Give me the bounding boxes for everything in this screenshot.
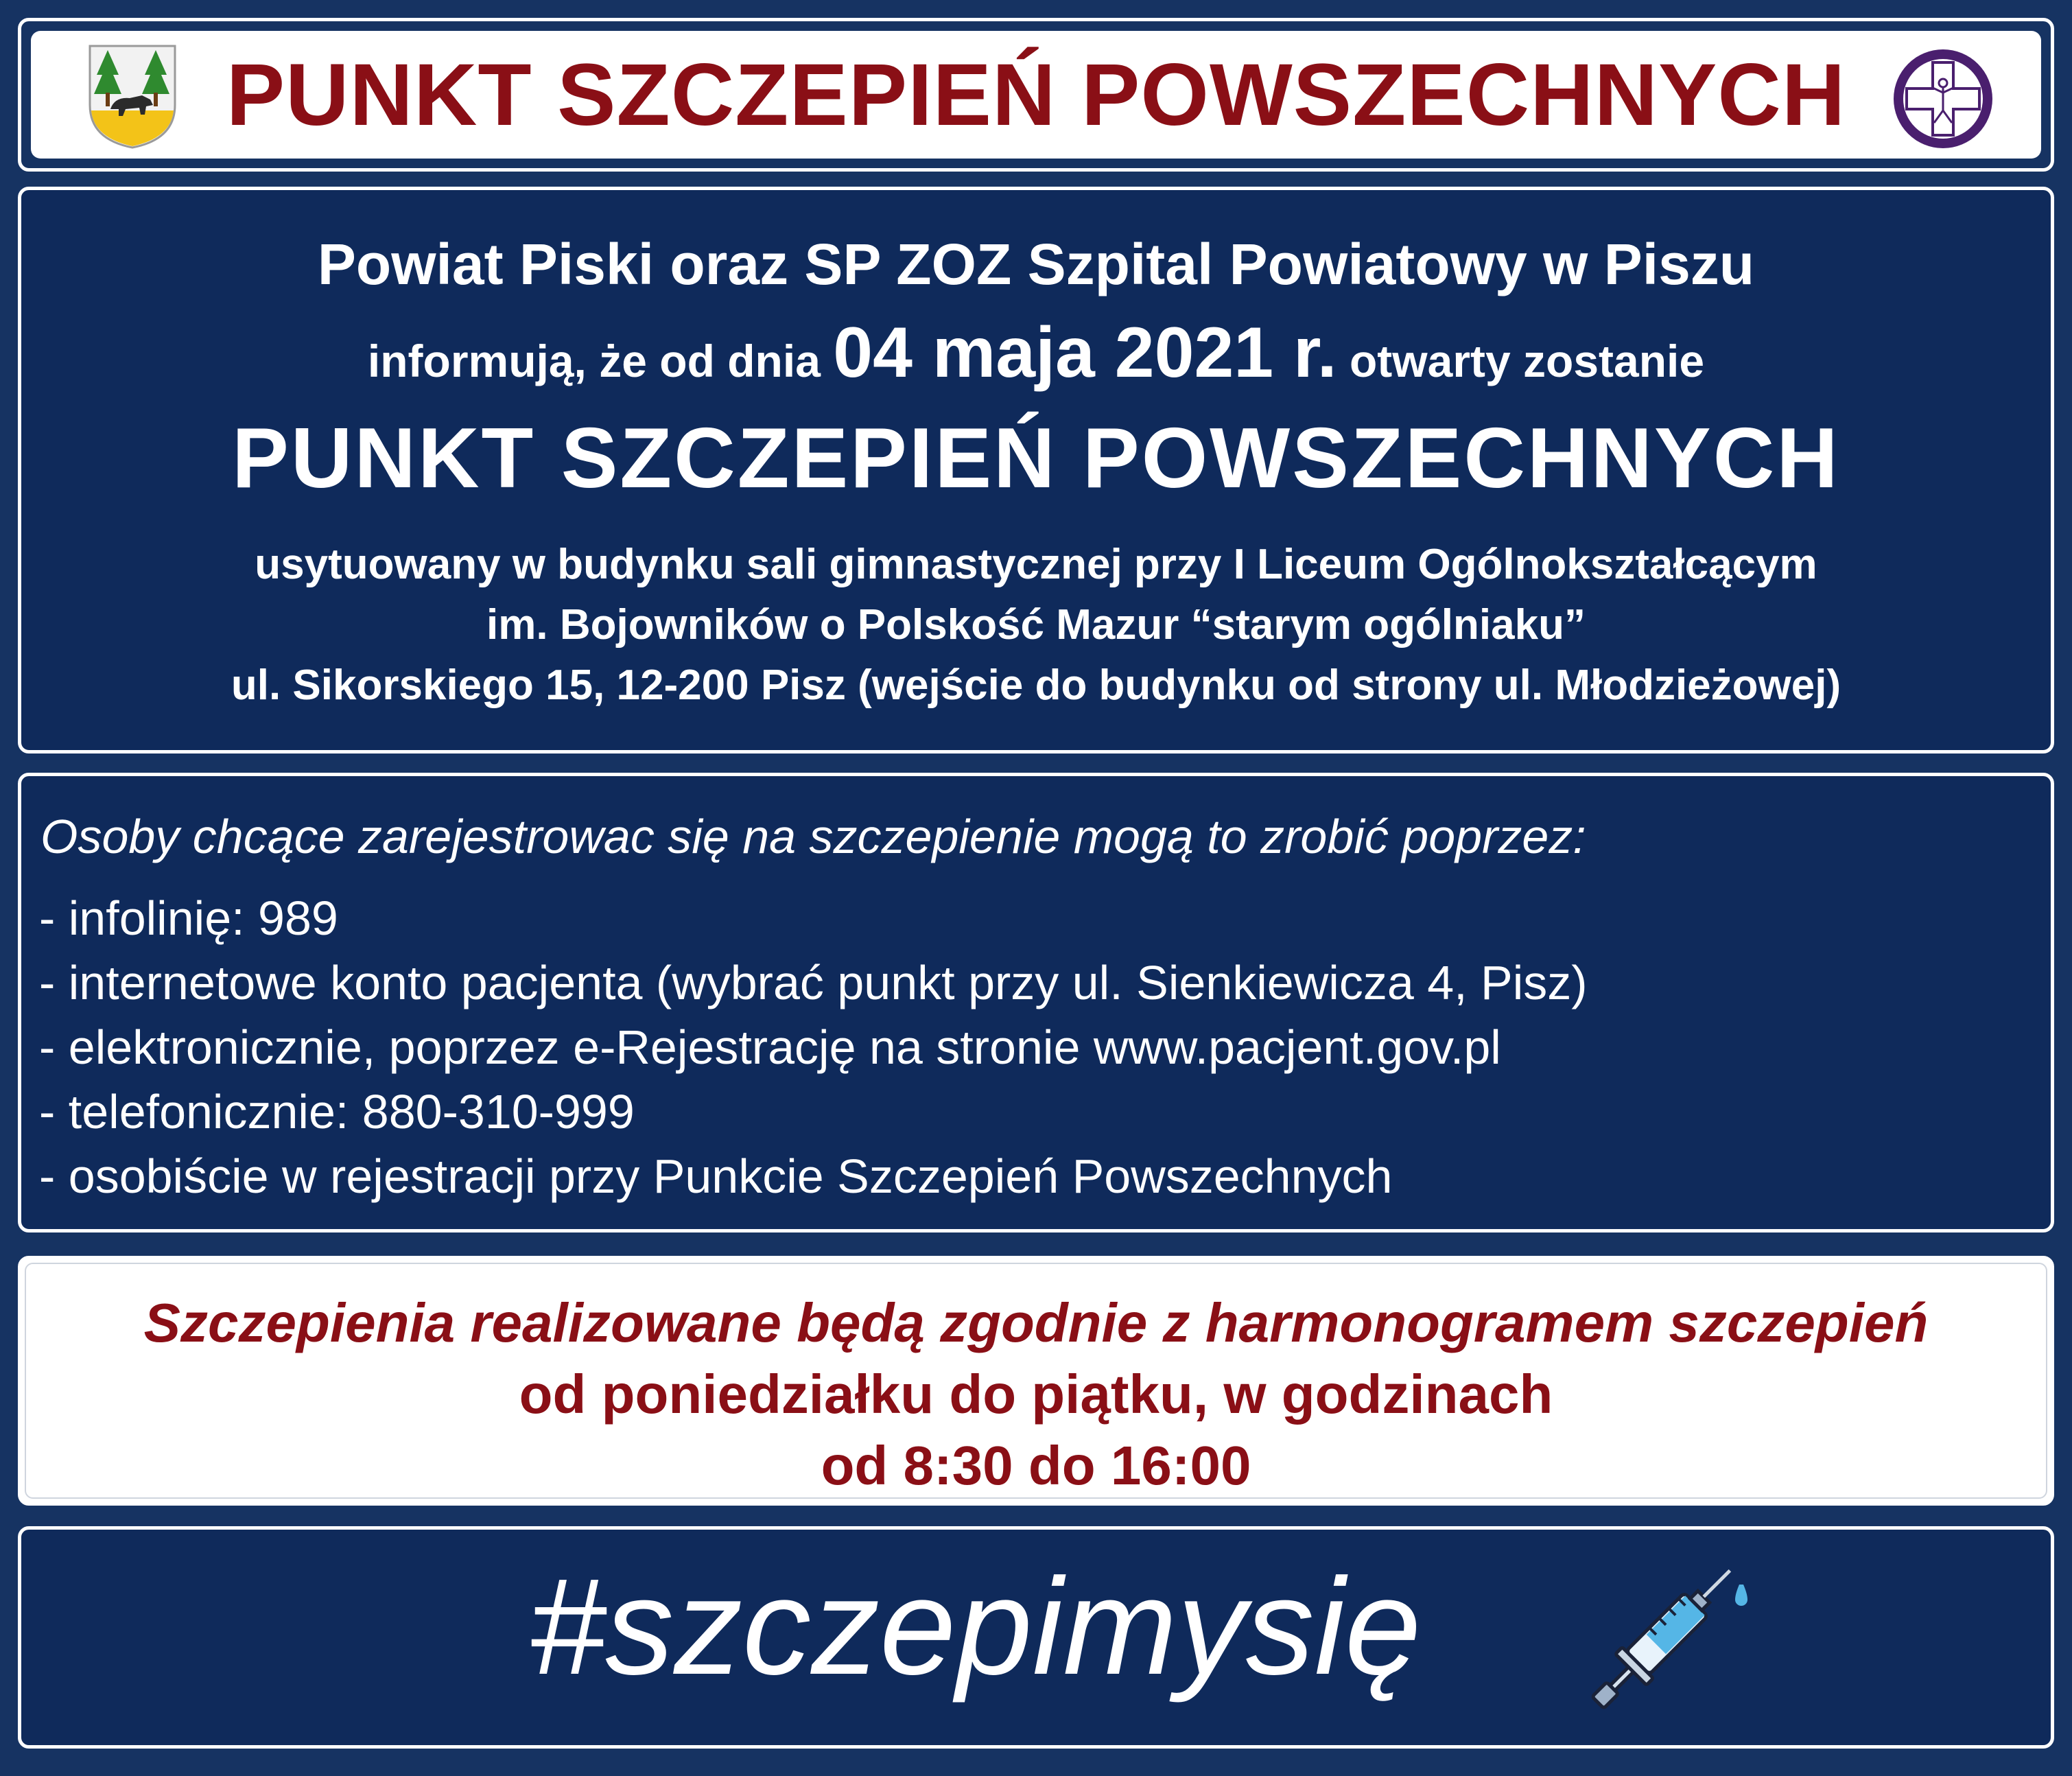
announcement-panel xyxy=(18,187,2054,753)
hashtag: #szczepimysię xyxy=(529,1550,1422,1703)
hashtag-panel xyxy=(18,1526,2054,1749)
header-title: PUNKT SZCZEPIEŃ POWSZECHNYCH xyxy=(226,45,1846,144)
opening-text-before: informują, że od dnia xyxy=(367,336,834,386)
registration-panel xyxy=(18,773,2054,1232)
announcement-heading: PUNKT SZCZEPIEŃ POWSZECHNYCH xyxy=(232,411,1840,506)
schedule-line-2: od poniedziałku do piątku, w godzinach xyxy=(519,1364,1553,1425)
opening-date: 04 maja 2021 r. xyxy=(833,313,1337,393)
registration-method-phone: - telefonicznie: 880-310-999 xyxy=(39,1085,635,1138)
opening-text-after: otwarty zostanie xyxy=(1337,336,1705,386)
schedule-panel xyxy=(18,1256,2054,1506)
registration-intro: Osoby chcące zarejestrowac się na szczepienie mogą to zrobić poprzez: xyxy=(40,810,1586,863)
registration-method-online: - elektronicznie, poprzez e-Rejestrację na stronie www.pacjent.gov.pl xyxy=(39,1020,1501,1074)
schedule-line-1: Szczepienia realizowane będą zgodnie z harmonogramem szczepień xyxy=(143,1292,1929,1353)
header-banner xyxy=(18,18,2054,172)
organizers-line: Powiat Piski oraz SP ZOZ Szpital Powiatowy w Piszu xyxy=(317,232,1755,296)
registration-method-hotline: - infolinię: 989 xyxy=(39,891,338,945)
location-line-2: im. Bojowników o Polskość Mazur “starym ogólniaku” xyxy=(486,601,1586,649)
registration-method-patient-account: - internetowe konto pacjenta (wybrać punkt przy ul. Sienkiewicza 4, Pisz) xyxy=(39,956,1588,1009)
medical-cross-logo-icon xyxy=(1892,47,1994,150)
syringe-icon xyxy=(1558,1537,1764,1742)
schedule-hours: od 8:30 do 16:00 xyxy=(821,1435,1251,1496)
coat-of-arms-icon xyxy=(87,43,178,149)
location-line-3: ul. Sikorskiego 15, 12-200 Pisz (wejście do budynku od strony ul. Młodzieżowej) xyxy=(231,662,1841,709)
opening-date-line xyxy=(21,312,2051,394)
registration-method-in-person: - osobiście w rejestracji przy Punkcie Szczepień Powszechnych xyxy=(39,1149,1393,1203)
location-line-1: usytuowany w budynku sali gimnastycznej przy I Liceum Ogólnokształcącym xyxy=(255,541,1817,588)
schedule-inner-border xyxy=(25,1263,2047,1499)
header-inner xyxy=(31,31,2041,159)
registration-methods-list xyxy=(39,886,1588,1208)
